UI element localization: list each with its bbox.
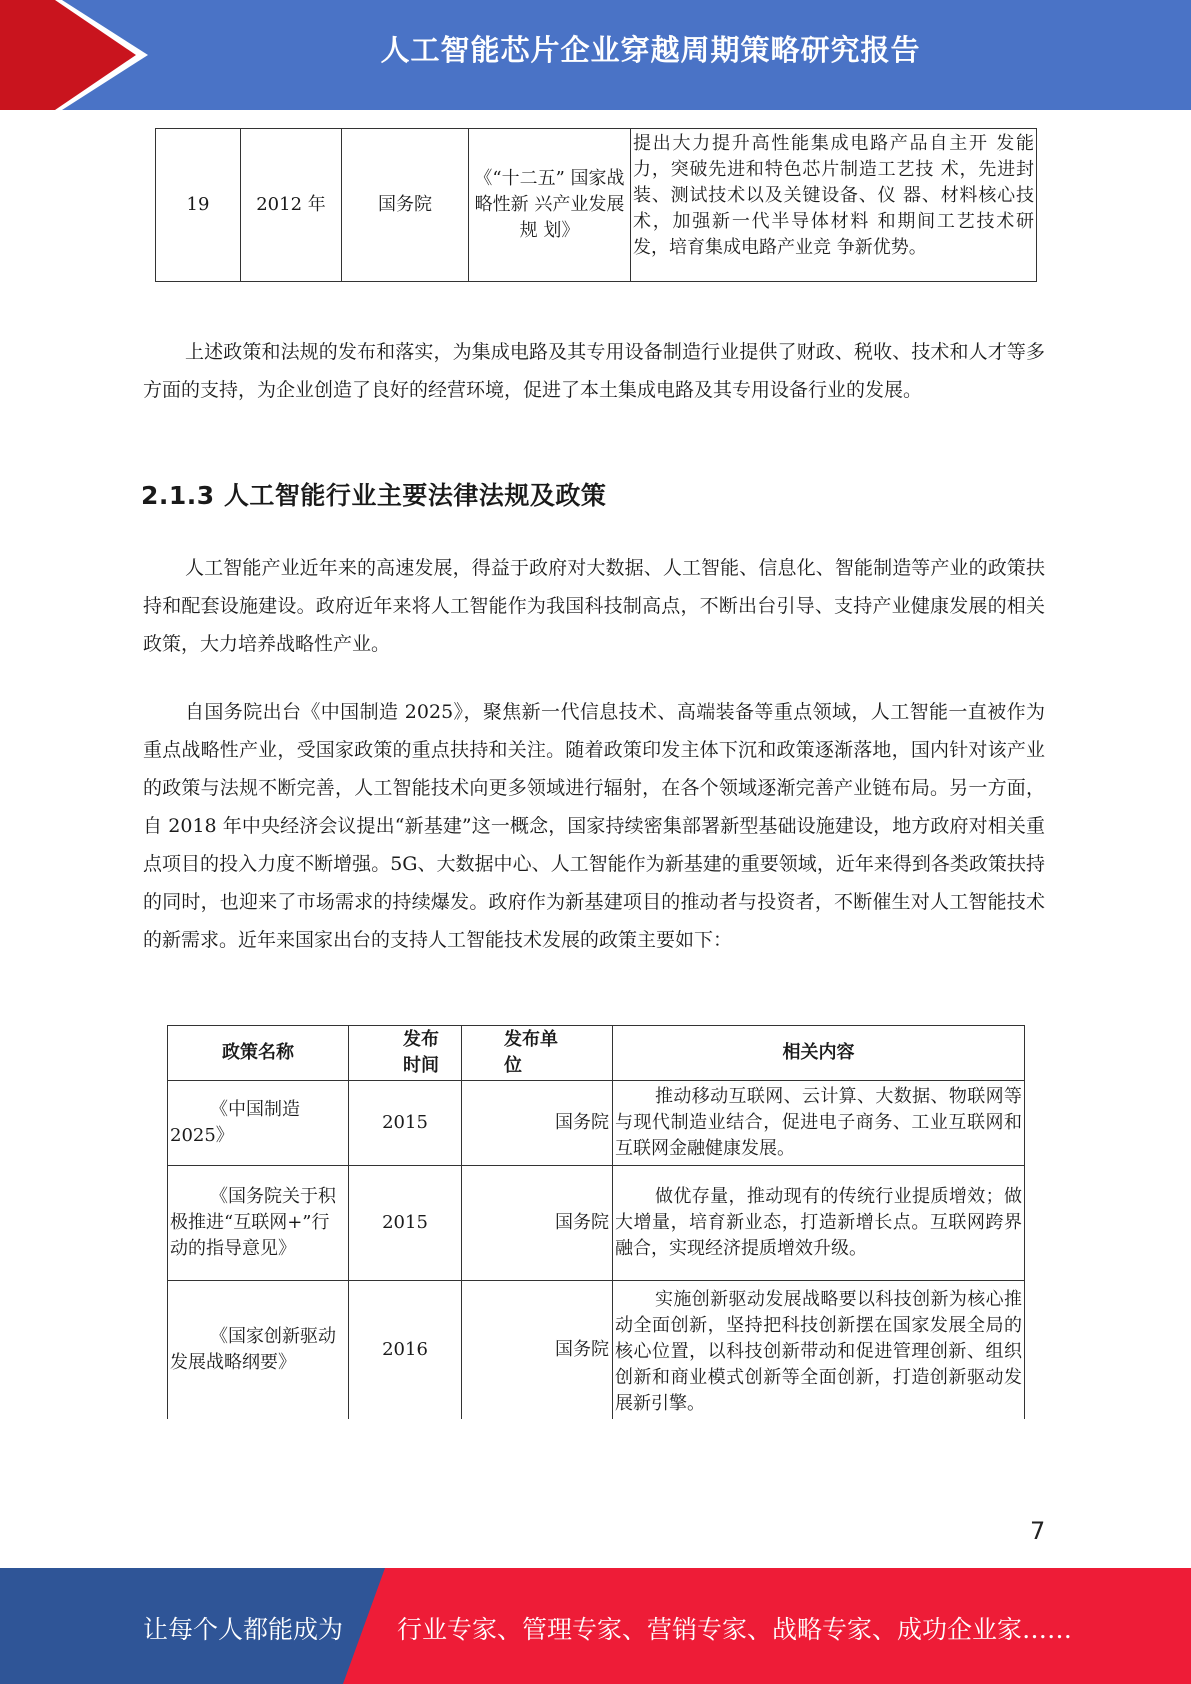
policy-department: 国务院 [462,1281,613,1420]
policy-table-continued [155,128,1037,282]
row-content: 提出大力提升高性能集成电路产品自主开 发能力，突破先进和特色芯片制造工艺技 术，先进封装、测试技术以及关键设备、仪 器、材料核心技术，加强新一代半导体材料 和期间工艺技术研发，培育集成电路产业竞 争新优势。 [631,129,1037,282]
header-release-unit: 发布单位 [462,1026,613,1081]
policy-year: 2015 [349,1166,462,1281]
policy-name: 《中国制造 2025》 [168,1081,349,1166]
page-number: 7 [1030,1517,1046,1545]
policy-content: 推动移动互联网、云计算、大数据、物联网等与现代制造业结合，促进电子商务、工业互联网和互联网金融健康发展。 [613,1081,1025,1166]
row-department: 国务院 [342,129,469,282]
ai-policy-table [167,1025,1025,1419]
policy-department: 国务院 [462,1166,613,1281]
header-bar [0,0,1191,110]
footer-slogan-left: 让每个人都能成为 [143,1615,344,1644]
policy-content: 做优存量，推动现有的传统行业提质增效；做大增量，培育新业态，打造新增长点。互联网跨界融合，实现经济提质增效升级。 [613,1166,1025,1281]
policy-name: 《国务院关于积极推进“互联网+”行动的指导意见》 [168,1166,349,1281]
row-policy-name: 《“十二五” 国家战略性新 兴产业发展规 划》 [469,129,631,282]
table-row [156,129,1037,282]
row-number: 19 [156,129,241,282]
policy-department: 国务院 [462,1081,613,1166]
section-heading: 2.1.3 人工智能行业主要法律法规及政策 [141,481,607,510]
header-release-time: 发布时间 [349,1026,462,1081]
table-row [168,1281,1025,1420]
table-row [168,1166,1025,1281]
table-row [168,1081,1025,1166]
header-policy-name: 政策名称 [168,1026,349,1081]
paragraph-intro: 人工智能产业近年来的高速发展，得益于政府对大数据、人工智能、信息化、智能制造等产业的政策扶持和配套设施建设。政府近年来将人工智能作为我国科技制高点，不断出台引导、支持产业健康发展的相关政策，大力培养战略性产业。 [143,557,1045,655]
table-header-row [168,1026,1025,1081]
policy-name: 《国家创新驱动发展战略纲要》 [168,1281,349,1420]
header-content: 相关内容 [613,1026,1025,1081]
footer-slogan-right: 行业专家、管理专家、营销专家、战略专家、成功企业家…… [397,1615,1073,1644]
policy-year: 2016 [349,1281,462,1420]
report-title: 人工智能芯片企业穿越周期策略研究报告 [380,33,921,67]
policy-content: 实施创新驱动发展战略要以科技创新为核心推动全面创新，坚持把科技创新摆在国家发展全局的核心位置，以科技创新带动和促进管理创新、组织创新和商业模式创新等全面创新，打造创新驱动发展新引擎。 [613,1281,1025,1420]
paragraph-detail: 自国务院出台《中国制造 2025》，聚焦新一代信息技术、高端装备等重点领域，人工智能一直被作为重点战略性产业，受国家政策的重点扶持和关注。随着政策印发主体下沉和政策逐渐落地，国内针对该产业的政策与法规不断完善，人工智能技术向更多领域进行辐射，在各个领域逐渐完善产业链布局。另一方面，自 2018 年中央经济会议提出“新基建”这一概念，国家持续密集部署新型基础设施建设，地方政府对相关重点项目的投入力度不断增强。5G、大数据中心、人工智能作为新基建的重要领域，近年来得到各类政策扶持的同时，也迎来了市场需求的持续爆发。政府作为新基建项目的推动者与投资者，不断催生对人工智能技术的新需求。近年来国家出台的支持人工智能技术发展的政策主要如下： [143,701,1045,951]
paragraph-summary: 上述政策和法规的发布和落实，为集成电路及其专用设备制造行业提供了财政、税收、技术和人才等多方面的支持，为企业创造了良好的经营环境，促进了本土集成电路及其专用设备行业的发展。 [143,341,1045,401]
row-year: 2012 年 [241,129,342,282]
policy-year: 2015 [349,1081,462,1166]
